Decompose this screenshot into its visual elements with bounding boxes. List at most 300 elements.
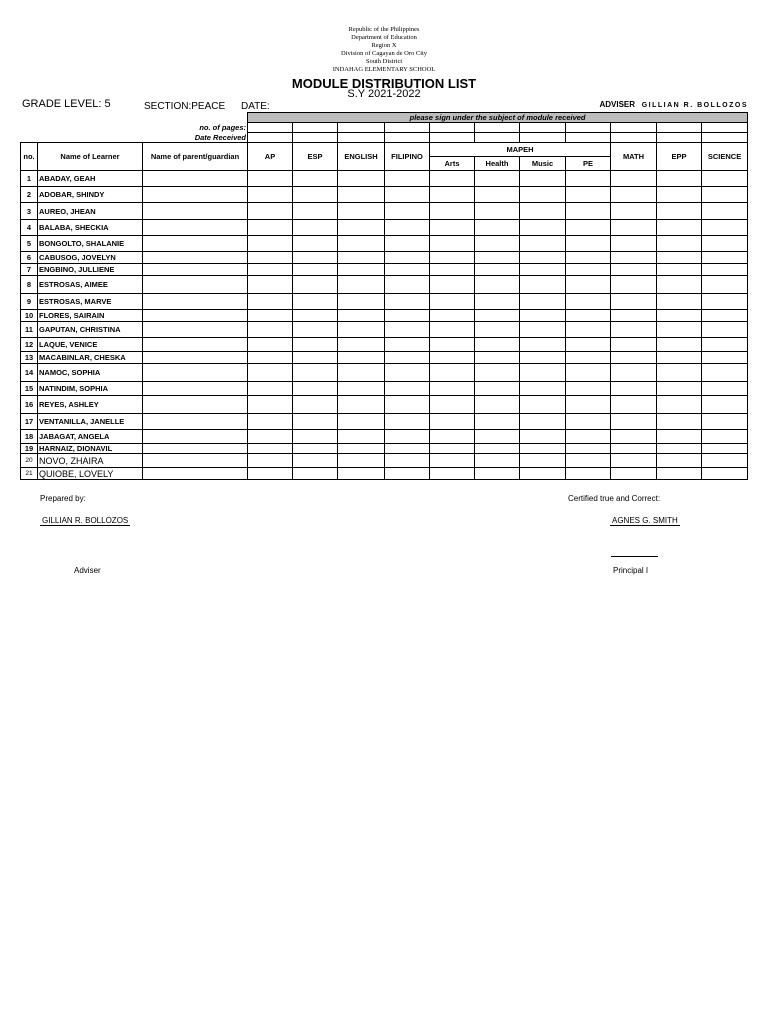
subject-signature-cell[interactable] bbox=[611, 187, 657, 203]
subject-signature-cell[interactable] bbox=[702, 276, 748, 294]
subject-signature-cell[interactable] bbox=[430, 382, 475, 396]
subject-signature-cell[interactable] bbox=[385, 310, 430, 322]
parent-signature-cell[interactable] bbox=[143, 220, 248, 236]
subject-signature-cell[interactable] bbox=[566, 187, 611, 203]
subject-signature-cell[interactable] bbox=[657, 236, 702, 252]
subject-signature-cell[interactable] bbox=[611, 322, 657, 338]
subject-signature-cell[interactable] bbox=[338, 414, 385, 430]
header-line-district: South District bbox=[365, 58, 403, 65]
subject-signature-cell[interactable] bbox=[520, 294, 566, 310]
subject-signature-cell[interactable] bbox=[611, 364, 657, 382]
subject-signature-cell[interactable] bbox=[702, 220, 748, 236]
subject-signature-cell[interactable] bbox=[520, 220, 566, 236]
subject-signature-cell[interactable] bbox=[475, 236, 520, 252]
subject-signature-cell[interactable] bbox=[293, 338, 338, 352]
learner-number: 20 bbox=[21, 454, 38, 468]
prepared-by-label: Prepared by: bbox=[40, 494, 86, 503]
subject-signature-cell[interactable] bbox=[475, 203, 520, 220]
learner-number: 21 bbox=[21, 468, 38, 480]
subject-signature-cell[interactable] bbox=[520, 352, 566, 364]
subject-signature-cell[interactable] bbox=[385, 322, 430, 338]
subject-signature-cell[interactable] bbox=[293, 220, 338, 236]
subject-signature-cell[interactable] bbox=[657, 430, 702, 444]
subject-signature-cell[interactable] bbox=[657, 468, 702, 480]
subject-signature-cell[interactable] bbox=[293, 310, 338, 322]
col-header-filipino: FILIPINO bbox=[385, 143, 430, 171]
subject-signature-cell[interactable] bbox=[293, 454, 338, 468]
subject-signature-cell[interactable] bbox=[430, 310, 475, 322]
subject-signature-cell[interactable] bbox=[475, 264, 520, 276]
subject-signature-cell[interactable] bbox=[475, 430, 520, 444]
subject-signature-cell[interactable] bbox=[475, 364, 520, 382]
subject-signature-cell[interactable] bbox=[702, 364, 748, 382]
subject-signature-cell[interactable] bbox=[475, 171, 520, 187]
subject-signature-cell[interactable] bbox=[430, 203, 475, 220]
subject-signature-cell[interactable] bbox=[338, 310, 385, 322]
subject-signature-cell[interactable] bbox=[475, 276, 520, 294]
subject-signature-cell[interactable] bbox=[702, 382, 748, 396]
subject-signature-cell[interactable] bbox=[566, 444, 611, 454]
subject-signature-cell[interactable] bbox=[293, 364, 338, 382]
subject-signature-cell[interactable] bbox=[611, 264, 657, 276]
subject-signature-cell[interactable] bbox=[430, 252, 475, 264]
parent-signature-cell[interactable] bbox=[143, 454, 248, 468]
subject-signature-cell[interactable] bbox=[520, 276, 566, 294]
subject-signature-cell[interactable] bbox=[385, 338, 430, 352]
subject-signature-cell[interactable] bbox=[611, 294, 657, 310]
subject-signature-cell[interactable] bbox=[338, 430, 385, 444]
subject-signature-cell[interactable] bbox=[611, 468, 657, 480]
subject-signature-cell[interactable] bbox=[657, 382, 702, 396]
subject-signature-cell[interactable] bbox=[385, 454, 430, 468]
subject-signature-cell[interactable] bbox=[520, 454, 566, 468]
parent-signature-cell[interactable] bbox=[143, 414, 248, 430]
subject-signature-cell[interactable] bbox=[338, 264, 385, 276]
subject-signature-cell[interactable] bbox=[248, 322, 293, 338]
header-line-deped: Department of Education bbox=[351, 34, 417, 41]
subject-signature-cell[interactable] bbox=[702, 338, 748, 352]
col-header-math: MATH bbox=[611, 143, 657, 171]
subject-signature-cell[interactable] bbox=[520, 187, 566, 203]
subject-signature-cell[interactable] bbox=[430, 276, 475, 294]
parent-signature-cell[interactable] bbox=[143, 468, 248, 480]
learner-number: 4 bbox=[21, 220, 38, 236]
col-header-english: ENGLISH bbox=[338, 143, 385, 171]
subject-signature-cell[interactable] bbox=[520, 382, 566, 396]
subject-signature-cell[interactable] bbox=[338, 322, 385, 338]
learner-number: 3 bbox=[21, 203, 38, 220]
parent-signature-cell[interactable] bbox=[143, 396, 248, 414]
subject-signature-cell[interactable] bbox=[338, 352, 385, 364]
subject-signature-cell[interactable] bbox=[611, 430, 657, 444]
subject-signature-cell[interactable] bbox=[475, 382, 520, 396]
subject-signature-cell[interactable] bbox=[702, 252, 748, 264]
subject-signature-cell[interactable] bbox=[248, 236, 293, 252]
subject-signature-cell[interactable] bbox=[611, 396, 657, 414]
learner-number: 11 bbox=[21, 322, 38, 338]
subject-signature-cell[interactable] bbox=[385, 294, 430, 310]
subject-signature-cell[interactable] bbox=[566, 382, 611, 396]
subject-signature-cell[interactable] bbox=[611, 252, 657, 264]
col-header-esp: ESP bbox=[293, 143, 338, 171]
subject-signature-cell[interactable] bbox=[520, 310, 566, 322]
signature-line bbox=[611, 556, 658, 557]
learner-row bbox=[21, 203, 748, 220]
subject-signature-cell[interactable] bbox=[385, 396, 430, 414]
subject-signature-cell[interactable] bbox=[293, 264, 338, 276]
subject-signature-cell[interactable] bbox=[248, 187, 293, 203]
subject-signature-cell[interactable] bbox=[657, 294, 702, 310]
subject-signature-cell[interactable] bbox=[566, 396, 611, 414]
parent-signature-cell[interactable] bbox=[143, 364, 248, 382]
subject-signature-cell[interactable] bbox=[520, 203, 566, 220]
subject-signature-cell[interactable] bbox=[475, 454, 520, 468]
col-header-learner: Name of Learner bbox=[38, 143, 143, 171]
subject-signature-cell[interactable] bbox=[248, 396, 293, 414]
subject-signature-cell[interactable] bbox=[657, 396, 702, 414]
subject-signature-cell[interactable] bbox=[657, 264, 702, 276]
learner-row bbox=[21, 430, 748, 444]
subject-signature-cell[interactable] bbox=[520, 252, 566, 264]
subject-signature-cell[interactable] bbox=[702, 294, 748, 310]
subject-signature-cell[interactable] bbox=[475, 468, 520, 480]
subject-signature-cell[interactable] bbox=[385, 352, 430, 364]
subject-signature-cell[interactable] bbox=[702, 352, 748, 364]
subject-signature-cell[interactable] bbox=[475, 187, 520, 203]
subject-signature-cell[interactable] bbox=[657, 444, 702, 454]
subject-signature-cell[interactable] bbox=[430, 364, 475, 382]
parent-signature-cell[interactable] bbox=[143, 264, 248, 276]
subject-signature-cell[interactable] bbox=[430, 187, 475, 203]
subject-signature-cell[interactable] bbox=[248, 454, 293, 468]
subject-signature-cell[interactable] bbox=[385, 264, 430, 276]
header-line-region: Region X bbox=[371, 42, 397, 49]
parent-signature-cell[interactable] bbox=[143, 187, 248, 203]
subject-signature-cell[interactable] bbox=[293, 468, 338, 480]
subject-signature-cell[interactable] bbox=[520, 236, 566, 252]
subject-signature-cell[interactable] bbox=[385, 444, 430, 454]
learner-name: ADOBAR, SHINDY bbox=[38, 187, 143, 203]
subject-signature-cell[interactable] bbox=[248, 382, 293, 396]
subject-signature-cell[interactable] bbox=[338, 171, 385, 187]
subject-signature-cell[interactable] bbox=[430, 396, 475, 414]
subject-signature-cell[interactable] bbox=[611, 203, 657, 220]
parent-signature-cell[interactable] bbox=[143, 252, 248, 264]
subject-signature-cell[interactable] bbox=[385, 382, 430, 396]
subject-signature-cell[interactable] bbox=[293, 236, 338, 252]
subject-signature-cell[interactable] bbox=[702, 310, 748, 322]
subject-signature-cell[interactable] bbox=[702, 322, 748, 338]
subject-signature-cell[interactable] bbox=[520, 396, 566, 414]
subject-signature-cell[interactable] bbox=[611, 220, 657, 236]
subject-signature-cell[interactable] bbox=[566, 236, 611, 252]
learner-number: 2 bbox=[21, 187, 38, 203]
subject-signature-cell[interactable] bbox=[611, 276, 657, 294]
subject-signature-cell[interactable] bbox=[566, 171, 611, 187]
subject-signature-cell[interactable] bbox=[248, 171, 293, 187]
subject-signature-cell[interactable] bbox=[475, 338, 520, 352]
subject-signature-cell[interactable] bbox=[338, 444, 385, 454]
learner-row bbox=[21, 414, 748, 430]
subject-signature-cell[interactable] bbox=[611, 382, 657, 396]
learner-row bbox=[21, 276, 748, 294]
subject-signature-cell[interactable] bbox=[430, 338, 475, 352]
subject-signature-cell[interactable] bbox=[248, 338, 293, 352]
subject-signature-cell[interactable] bbox=[611, 338, 657, 352]
parent-signature-cell[interactable] bbox=[143, 430, 248, 444]
col-header-epp: EPP bbox=[657, 143, 702, 171]
subject-signature-cell[interactable] bbox=[475, 252, 520, 264]
subject-signature-cell[interactable] bbox=[566, 352, 611, 364]
subject-signature-cell[interactable] bbox=[293, 444, 338, 454]
subject-signature-cell[interactable] bbox=[385, 187, 430, 203]
subject-signature-cell[interactable] bbox=[611, 444, 657, 454]
subject-signature-cell[interactable] bbox=[611, 352, 657, 364]
subject-signature-cell[interactable] bbox=[520, 364, 566, 382]
subject-signature-cell[interactable] bbox=[338, 203, 385, 220]
subject-signature-cell[interactable] bbox=[430, 264, 475, 276]
subject-signature-cell[interactable] bbox=[566, 310, 611, 322]
subject-signature-cell[interactable] bbox=[430, 294, 475, 310]
subject-signature-cell[interactable] bbox=[430, 236, 475, 252]
subject-signature-cell[interactable] bbox=[611, 310, 657, 322]
parent-signature-cell[interactable] bbox=[143, 171, 248, 187]
learner-row bbox=[21, 364, 748, 382]
subject-signature-cell[interactable] bbox=[702, 236, 748, 252]
subject-signature-cell[interactable] bbox=[293, 414, 338, 430]
subject-signature-cell[interactable] bbox=[248, 276, 293, 294]
subject-signature-cell[interactable] bbox=[338, 382, 385, 396]
subject-signature-cell[interactable] bbox=[338, 396, 385, 414]
learner-row bbox=[21, 264, 748, 276]
subject-signature-cell[interactable] bbox=[702, 430, 748, 444]
subject-signature-cell[interactable] bbox=[657, 187, 702, 203]
learner-row bbox=[21, 322, 748, 338]
subject-signature-cell[interactable] bbox=[611, 171, 657, 187]
subject-signature-cell[interactable] bbox=[338, 252, 385, 264]
subject-signature-cell[interactable] bbox=[520, 468, 566, 480]
subject-signature-cell[interactable] bbox=[657, 252, 702, 264]
subject-signature-cell[interactable] bbox=[293, 322, 338, 338]
subject-signature-cell[interactable] bbox=[248, 310, 293, 322]
subject-signature-cell[interactable] bbox=[566, 414, 611, 430]
subject-signature-cell[interactable] bbox=[293, 294, 338, 310]
learner-name: MACABINLAR, CHESKA bbox=[38, 352, 143, 364]
subject-signature-cell[interactable] bbox=[702, 468, 748, 480]
subject-signature-cell[interactable] bbox=[657, 364, 702, 382]
subject-signature-cell[interactable] bbox=[475, 414, 520, 430]
subject-signature-cell[interactable] bbox=[611, 414, 657, 430]
subject-signature-cell[interactable] bbox=[338, 220, 385, 236]
subject-signature-cell[interactable] bbox=[566, 430, 611, 444]
subject-signature-cell[interactable] bbox=[385, 236, 430, 252]
subject-signature-cell[interactable] bbox=[248, 468, 293, 480]
subject-signature-cell[interactable] bbox=[475, 352, 520, 364]
parent-signature-cell[interactable] bbox=[143, 322, 248, 338]
subject-signature-cell[interactable] bbox=[520, 322, 566, 338]
subject-signature-cell[interactable] bbox=[657, 454, 702, 468]
parent-signature-cell[interactable] bbox=[143, 382, 248, 396]
table-banner: please sign under the subject of module received bbox=[248, 113, 748, 123]
parent-signature-cell[interactable] bbox=[143, 338, 248, 352]
subject-signature-cell[interactable] bbox=[702, 454, 748, 468]
subject-signature-cell[interactable] bbox=[430, 454, 475, 468]
subject-signature-cell[interactable] bbox=[430, 171, 475, 187]
subject-signature-cell[interactable] bbox=[657, 352, 702, 364]
certified-label: Certified true and Correct: bbox=[568, 494, 661, 503]
subject-signature-cell[interactable] bbox=[657, 220, 702, 236]
subject-signature-cell[interactable] bbox=[702, 187, 748, 203]
subject-signature-cell[interactable] bbox=[611, 236, 657, 252]
subject-signature-cell[interactable] bbox=[338, 468, 385, 480]
subject-signature-cell[interactable] bbox=[657, 338, 702, 352]
learner-row bbox=[21, 310, 748, 322]
page-title: MODULE DISTRIBUTION LIST bbox=[291, 76, 477, 91]
subject-signature-cell[interactable] bbox=[248, 444, 293, 454]
learner-row bbox=[21, 338, 748, 352]
subject-signature-cell[interactable] bbox=[702, 171, 748, 187]
parent-signature-cell[interactable] bbox=[143, 236, 248, 252]
subject-signature-cell[interactable] bbox=[702, 414, 748, 430]
parent-signature-cell[interactable] bbox=[143, 444, 248, 454]
subject-signature-cell[interactable] bbox=[475, 322, 520, 338]
parent-signature-cell[interactable] bbox=[143, 294, 248, 310]
subject-signature-cell[interactable] bbox=[566, 338, 611, 352]
subject-signature-cell[interactable] bbox=[248, 220, 293, 236]
subject-signature-cell[interactable] bbox=[338, 187, 385, 203]
subject-signature-cell[interactable] bbox=[248, 364, 293, 382]
subject-signature-cell[interactable] bbox=[657, 414, 702, 430]
learner-name: NATINDIM, SOPHIA bbox=[38, 382, 143, 396]
subject-signature-cell[interactable] bbox=[430, 322, 475, 338]
parent-signature-cell[interactable] bbox=[143, 276, 248, 294]
learner-number: 19 bbox=[21, 444, 38, 454]
subject-signature-cell[interactable] bbox=[566, 203, 611, 220]
subject-signature-cell[interactable] bbox=[702, 444, 748, 454]
subject-signature-cell[interactable] bbox=[338, 294, 385, 310]
parent-signature-cell[interactable] bbox=[143, 203, 248, 220]
subject-signature-cell[interactable] bbox=[566, 220, 611, 236]
subject-signature-cell[interactable] bbox=[293, 171, 338, 187]
subject-signature-cell[interactable] bbox=[611, 454, 657, 468]
subject-signature-cell[interactable] bbox=[566, 364, 611, 382]
subject-signature-cell[interactable] bbox=[293, 187, 338, 203]
subject-signature-cell[interactable] bbox=[657, 171, 702, 187]
subject-signature-cell[interactable] bbox=[430, 220, 475, 236]
subject-signature-cell[interactable] bbox=[293, 352, 338, 364]
subject-signature-cell[interactable] bbox=[385, 364, 430, 382]
learner-number: 12 bbox=[21, 338, 38, 352]
subject-signature-cell[interactable] bbox=[702, 264, 748, 276]
subject-signature-cell[interactable] bbox=[385, 468, 430, 480]
subject-signature-cell[interactable] bbox=[475, 396, 520, 414]
learner-row bbox=[21, 236, 748, 252]
subject-signature-cell[interactable] bbox=[430, 430, 475, 444]
subject-signature-cell[interactable] bbox=[566, 252, 611, 264]
subject-signature-cell[interactable] bbox=[338, 454, 385, 468]
subject-signature-cell[interactable] bbox=[293, 382, 338, 396]
subject-signature-cell[interactable] bbox=[657, 322, 702, 338]
learner-number: 8 bbox=[21, 276, 38, 294]
subject-signature-cell[interactable] bbox=[385, 276, 430, 294]
adviser-label: ADVISER bbox=[599, 100, 636, 109]
subject-signature-cell[interactable] bbox=[566, 264, 611, 276]
subject-signature-cell[interactable] bbox=[338, 276, 385, 294]
subject-signature-cell[interactable] bbox=[430, 468, 475, 480]
subject-signature-cell[interactable] bbox=[385, 220, 430, 236]
subject-signature-cell[interactable] bbox=[520, 264, 566, 276]
learner-row bbox=[21, 294, 748, 310]
subject-signature-cell[interactable] bbox=[475, 444, 520, 454]
learner-row bbox=[21, 396, 748, 414]
subject-signature-cell[interactable] bbox=[475, 220, 520, 236]
subject-signature-cell[interactable] bbox=[293, 203, 338, 220]
subject-signature-cell[interactable] bbox=[566, 468, 611, 480]
subject-signature-cell[interactable] bbox=[293, 396, 338, 414]
subject-signature-cell[interactable] bbox=[657, 276, 702, 294]
header-line-republic: Republic of the Philippines bbox=[348, 26, 420, 33]
subject-signature-cell[interactable] bbox=[248, 414, 293, 430]
subject-signature-cell[interactable] bbox=[293, 252, 338, 264]
subject-signature-cell[interactable] bbox=[520, 171, 566, 187]
subject-signature-cell[interactable] bbox=[475, 310, 520, 322]
prepared-by-name: GILLIAN R. BOLLOZOS bbox=[42, 516, 129, 525]
subject-signature-cell[interactable] bbox=[657, 310, 702, 322]
subject-signature-cell[interactable] bbox=[566, 276, 611, 294]
subject-signature-cell[interactable] bbox=[385, 252, 430, 264]
subject-signature-cell[interactable] bbox=[520, 444, 566, 454]
col-header-health: Health bbox=[475, 157, 520, 171]
subject-signature-cell[interactable] bbox=[702, 396, 748, 414]
subject-signature-cell[interactable] bbox=[338, 338, 385, 352]
learner-row bbox=[21, 352, 748, 364]
subject-signature-cell[interactable] bbox=[385, 414, 430, 430]
subject-signature-cell[interactable] bbox=[338, 236, 385, 252]
subject-signature-cell[interactable] bbox=[293, 430, 338, 444]
subject-signature-cell[interactable] bbox=[520, 338, 566, 352]
subject-signature-cell[interactable] bbox=[248, 294, 293, 310]
subject-signature-cell[interactable] bbox=[566, 294, 611, 310]
subject-signature-cell[interactable] bbox=[520, 414, 566, 430]
parent-signature-cell[interactable] bbox=[143, 352, 248, 364]
subject-signature-cell[interactable] bbox=[475, 294, 520, 310]
subject-signature-cell[interactable] bbox=[430, 444, 475, 454]
subject-signature-cell[interactable] bbox=[248, 430, 293, 444]
parent-signature-cell[interactable] bbox=[143, 310, 248, 322]
subject-signature-cell[interactable] bbox=[385, 430, 430, 444]
subject-signature-cell[interactable] bbox=[657, 203, 702, 220]
subject-signature-cell[interactable] bbox=[248, 264, 293, 276]
subject-signature-cell[interactable] bbox=[385, 171, 430, 187]
subject-signature-cell[interactable] bbox=[338, 364, 385, 382]
subject-signature-cell[interactable] bbox=[566, 322, 611, 338]
subject-signature-cell[interactable] bbox=[385, 203, 430, 220]
learner-number: 17 bbox=[21, 414, 38, 430]
subject-signature-cell[interactable] bbox=[520, 430, 566, 444]
subject-signature-cell[interactable] bbox=[566, 454, 611, 468]
subject-signature-cell[interactable] bbox=[248, 252, 293, 264]
subject-signature-cell[interactable] bbox=[248, 352, 293, 364]
certified-name: AGNES G. SMITH bbox=[612, 516, 678, 525]
subject-signature-cell[interactable] bbox=[248, 203, 293, 220]
learner-name: BALABA, SHECKIA bbox=[38, 220, 143, 236]
no-of-pages-label: no. of pages: bbox=[143, 123, 248, 133]
subject-signature-cell[interactable] bbox=[702, 203, 748, 220]
subject-signature-cell[interactable] bbox=[430, 352, 475, 364]
learner-number: 15 bbox=[21, 382, 38, 396]
subject-signature-cell[interactable] bbox=[430, 414, 475, 430]
subject-signature-cell[interactable] bbox=[293, 276, 338, 294]
